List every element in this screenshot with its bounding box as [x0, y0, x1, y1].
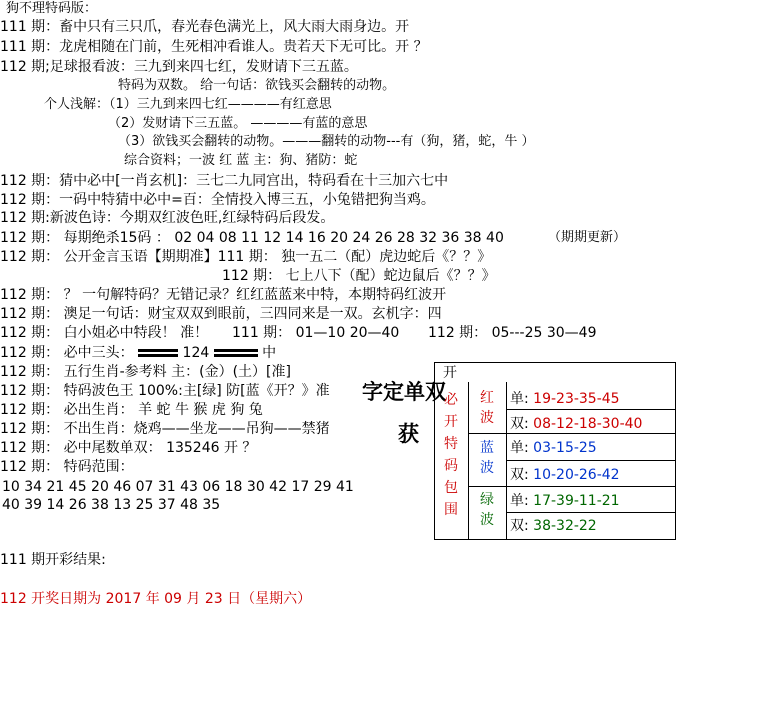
line-must-zodiac: 112 期： 必出生肖： 羊 蛇 牛 猴 虎 狗 兔	[0, 402, 263, 418]
col-title-char-4: 码	[444, 458, 458, 474]
green-double-label: 双:	[510, 518, 529, 534]
col-title-char-6: 围	[444, 502, 458, 518]
green-wave-char-1: 绿	[480, 492, 494, 508]
green-double-numbers: 38-32-22	[533, 518, 597, 534]
page-title: 狗不理特码版：	[6, 1, 98, 16]
line-range-numbers-1: 10 34 21 45 20 46 07 31 43 06 18 30 42 17 29 41	[2, 479, 354, 495]
green-single-numbers: 17-39-11-21	[533, 493, 620, 509]
blue-single-row	[510, 436, 597, 460]
three-heads-bar-right	[214, 347, 258, 359]
line-111-result: 111 期开彩结果:	[0, 552, 106, 568]
line-wave-king: 112 期： 特码波色王 100%:主[绿] 防[蓝《开？》准	[0, 383, 330, 399]
big-mark-1: 字定单双	[362, 379, 446, 404]
three-heads-number: 124	[182, 345, 210, 361]
line-macau-football: 112 期： 澳足一句话：财宝双双到眼前，三四同来是一双。玄机字：四	[0, 306, 442, 322]
box-col-title	[435, 382, 469, 539]
green-double-row	[510, 514, 597, 538]
green-single-label: 单:	[510, 493, 529, 509]
blue-double-label: 双:	[510, 467, 529, 483]
red-single-numbers: 19-23-35-45	[533, 391, 620, 407]
line-white-lady: 112 期： 白小姐必中特段！ 准！	[0, 325, 209, 341]
blue-single-label: 单:	[510, 440, 529, 456]
three-heads-bar-left	[138, 347, 178, 359]
col-title-char-1: 必	[444, 392, 458, 408]
box-header	[435, 362, 675, 383]
red-single-label: 单:	[510, 391, 529, 407]
divider-blue-single-double	[506, 460, 675, 461]
line-111-a: 111 期：畜中只有三只爪，春光春色满光上，风大雨大雨身边。开	[0, 19, 410, 35]
col-title-char-2: 开	[444, 414, 458, 430]
line-wave-poem: 112 期:新波色诗：今期双红波色旺,红绿特码后段发。	[0, 210, 335, 226]
green-single-row	[510, 489, 620, 513]
line-one-sentence: 112 期： ？ 一句解特码？无错记录？红红蓝蓝来中特，本期特码红波开	[0, 287, 447, 303]
line-111-b: 111 期：龙虎相随在门前，生死相冲看谁人。贵若天下无可比。开 ？	[0, 39, 428, 55]
line-white-lady-111: 111 期： 01—10 20—40	[232, 325, 400, 341]
red-wave-char-1: 红	[480, 390, 494, 406]
line-one-code: 112 期：一码中特猜中必中=百：全情投入博三五，小兔错把狗当鸡。	[0, 192, 435, 208]
blue-single-numbers: 03-15-25	[533, 440, 597, 456]
numbers-box	[434, 362, 676, 540]
line-personal-3: （3）欲钱买会翻转的动物。———翻转的动物---有（狗，猪，蛇，牛 ）	[118, 134, 535, 149]
line-personal-2: （2）发财请下三五蓝。 ————有蓝的意思	[108, 116, 368, 131]
three-heads-label: 112 期： 必中三头：	[0, 345, 134, 361]
red-wave-char-2: 波	[480, 410, 494, 426]
line-112-football: 112 期;足球报看波：三九到来四七红，发财请下三五蓝。	[0, 59, 358, 75]
line-white-lady-112: 112 期： 05---25 30—49	[428, 325, 597, 341]
line-no-zodiac: 112 期： 不出生肖：烧鸡——坐龙——吊狗——禁猪	[0, 421, 330, 437]
line-personal-1: 个人浅解：（1）三九到来四七红————有红意思	[44, 97, 332, 112]
line-golden-words: 112 期： 公开金言玉语【期期准】111 期： 独一五二（配）虎边蛇后《？？》	[0, 249, 492, 265]
line-summary: 综合资料；一波 红 蓝 主：狗、猪防：蛇	[124, 153, 358, 168]
box-col-wave	[469, 382, 507, 539]
green-wave-char-2: 波	[480, 512, 494, 528]
line-golden-words-2: 112 期： 七上八下（配）蛇边鼠后《？？》	[222, 268, 496, 284]
line-draw-date: 112 开奖日期为 2017 年 09 月 23 日（星期六）	[0, 591, 312, 607]
col-title-char-3: 特	[444, 436, 458, 452]
line-range-numbers-2: 40 39 14 26 38 13 25 37 48 35	[2, 497, 221, 513]
line-special-double: 特码为双数。 给一句话：欲钱买会翻转的动物。	[118, 78, 396, 93]
big-mark-2: 获	[398, 421, 419, 446]
blue-wave-char-2: 波	[480, 460, 494, 476]
line-three-heads	[0, 344, 276, 362]
line-kill-15: 112 期： 每期绝杀15码 ： 02 04 08 11 12 14 16 20 24 26 28 32 36 38 40	[0, 230, 504, 246]
three-heads-suffix: 中	[262, 345, 277, 361]
red-double-row	[510, 412, 642, 436]
line-kill-15-update: （期期更新）	[548, 230, 627, 245]
red-single-row	[510, 387, 620, 411]
line-tail-number: 112 期： 必中尾数单双： 135246 开 ？	[0, 440, 257, 456]
blue-wave-char-1: 蓝	[480, 440, 494, 456]
blue-double-numbers: 10-20-26-42	[533, 467, 620, 483]
red-double-numbers: 08-12-18-30-40	[533, 416, 643, 432]
red-double-label: 双:	[510, 416, 529, 432]
col-title-char-5: 包	[444, 480, 458, 496]
line-five-elements: 112 期： 五行生肖-参考料 主：(金）(土）[准]	[0, 364, 291, 380]
blue-double-row	[510, 463, 620, 487]
line-range: 112 期： 特码范围：	[0, 459, 134, 475]
line-zodiac-riddle: 112 期：猜中必中[一肖玄机]：三七二九同宫出，特码看在十三加六七中	[0, 173, 449, 189]
box-header-label: 开	[443, 365, 457, 381]
